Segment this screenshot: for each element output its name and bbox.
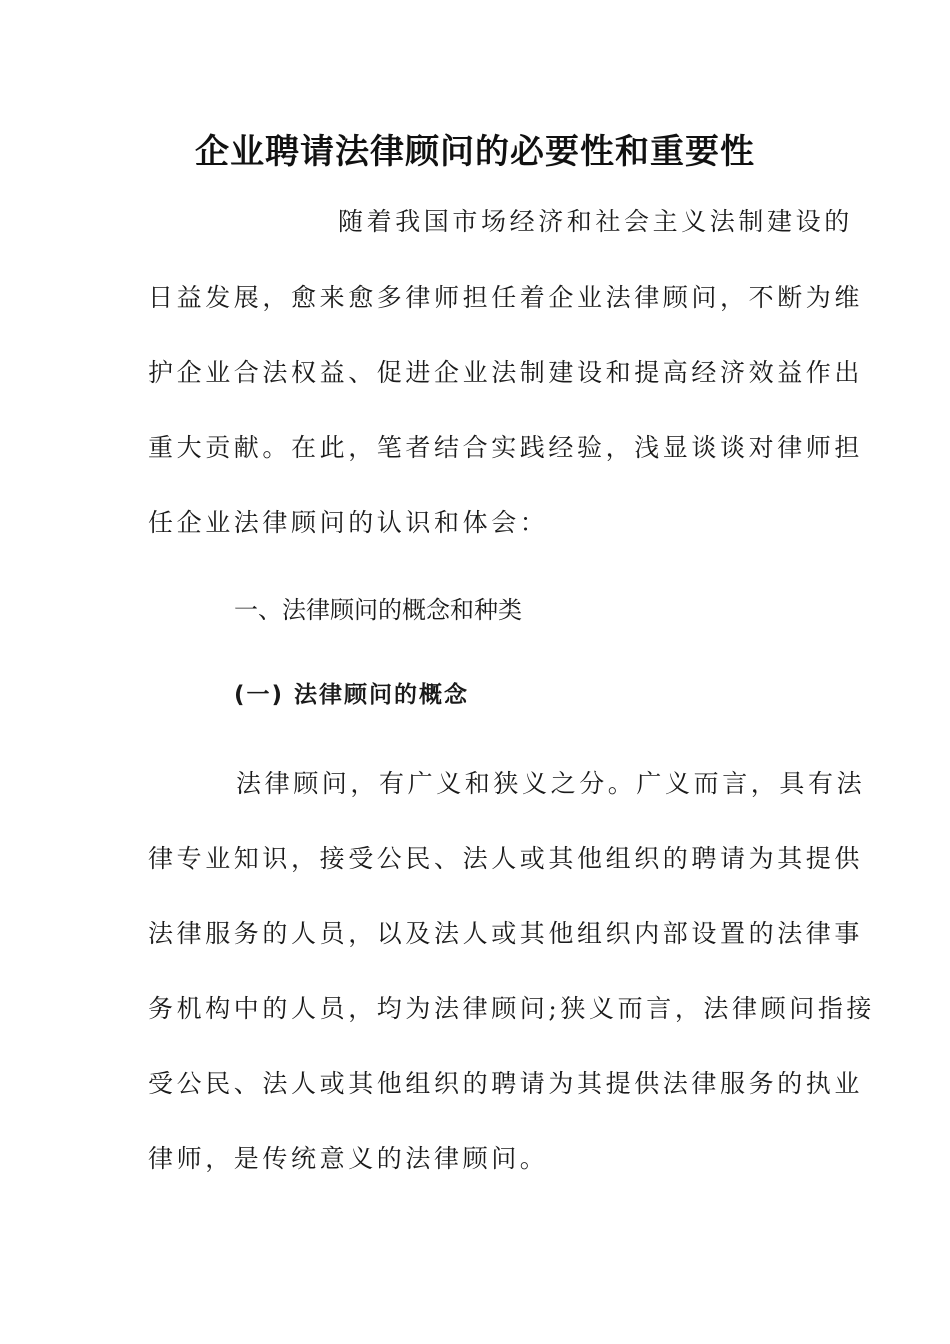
intro-line-2: 日益发展，愈来愈多律师担任着企业法律顾问，不断为维 <box>148 283 864 312</box>
section-heading: 一、法律顾问的概念和种类 <box>234 596 522 624</box>
intro-line-3: 护企业合法权益、促进企业法制建设和提高经济效益作出 <box>148 358 864 387</box>
body-line-5: 受公民、法人或其他组织的聘请为其提供法律服务的执业 <box>148 1069 864 1098</box>
intro-line-4: 重大贡献。在此，笔者结合实践经验，浅显谈谈对律师担 <box>148 433 864 462</box>
document-title: 企业聘请法律顾问的必要性和重要性 <box>195 132 755 172</box>
body-line-3: 法律服务的人员，以及法人或其他组织内部设置的法律事 <box>148 919 864 948</box>
body-line-1: 法律顾问，有广义和狭义之分。广义而言，具有法 <box>236 769 866 798</box>
body-line-4: 务机构中的人员，均为法律顾问;狭义而言，法律顾问指接 <box>148 994 876 1023</box>
intro-line-5: 任企业法律顾问的认识和体会： <box>148 508 549 537</box>
body-line-6: 律师，是传统意义的法律顾问。 <box>148 1144 549 1173</box>
body-line-2: 律专业知识，接受公民、法人或其他组织的聘请为其提供 <box>148 844 864 873</box>
subsection-heading: (一) 法律顾问的概念 <box>234 682 470 708</box>
intro-line-1: 随着我国市场经济和社会主义法制建设的 <box>338 207 853 236</box>
